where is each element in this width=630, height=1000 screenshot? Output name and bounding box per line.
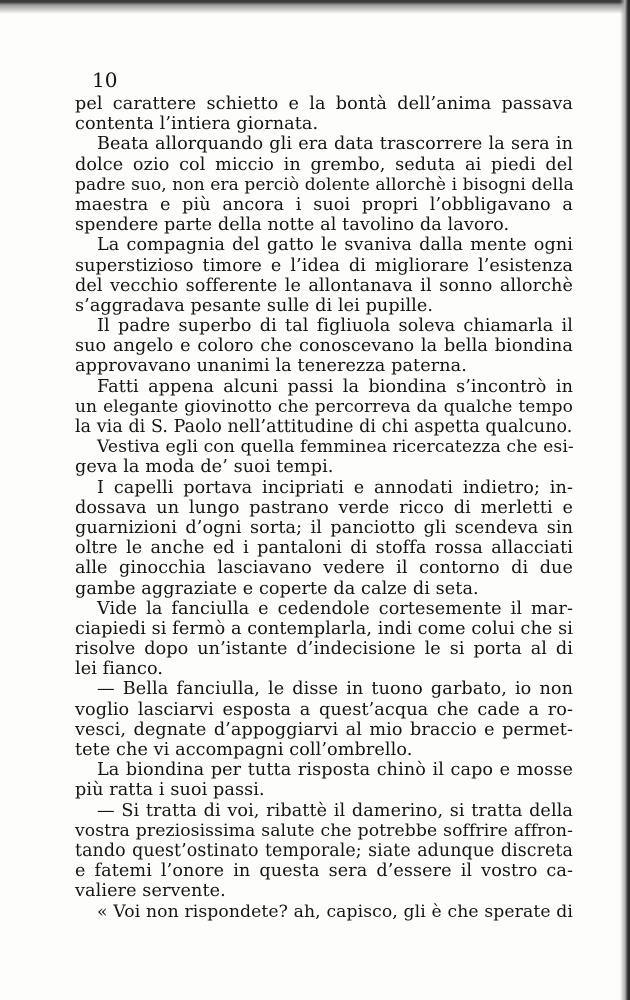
text-line: Vestiva egli con quella femminea ricercatezza che esi- bbox=[97, 437, 574, 458]
text-line: geva la moda de’ suoi tempi. bbox=[75, 457, 334, 478]
text-line: contenta l’intiera giornata. bbox=[75, 114, 319, 135]
text-line: ciapiedi si fermò a contemplarla, indi come colui che si bbox=[75, 618, 573, 639]
text-line: La biondina per tutta risposta chinò il capo e mosse bbox=[97, 760, 573, 781]
text-line: lei fianco. bbox=[75, 659, 164, 680]
text-line: oltre le anche ed i pantaloni di stoffa rossa allacciati bbox=[75, 538, 573, 559]
text-line: Beata allorquando gli era data trascorrere la sera in bbox=[97, 134, 573, 155]
text-line: Il padre superbo di tal figliuola soleva chiamarla il bbox=[97, 316, 573, 337]
text-line: maestra e più ancora i suoi propri l’obbligavano a bbox=[75, 194, 573, 215]
text-line: vostra preziosissima salute che potrebbe soffrire affron- bbox=[75, 820, 573, 841]
text-line: — Bella fanciulla, le disse in tuono garbato, io non bbox=[97, 679, 573, 700]
text-line: risolve dopo un’istante d’indecisione le si porta al di bbox=[75, 639, 573, 660]
text-line: approvavano unanimi la tenerezza paterna. bbox=[75, 356, 467, 377]
text-line: del vecchio sofferente le allontanava il sonno allorchè bbox=[75, 275, 573, 296]
text-line: Vide la fanciulla e cedendole cortesemente il mar- bbox=[97, 598, 573, 619]
text-line: dolce ozio col miccio in grembo, seduta ai piedi del bbox=[75, 154, 573, 175]
text-line: padre suo, non era perciò dolente allorchè i bisogni della bbox=[75, 174, 574, 195]
text-line: più ratta i suoi passi. bbox=[75, 780, 265, 801]
text-line: guarnizioni d’ogni sorta; il panciotto gli scendeva sin bbox=[75, 517, 573, 538]
text-line: Fatti appena alcuni passi la biondina s’incontrò in bbox=[97, 376, 573, 397]
text-line: suo angelo e coloro che conoscevano la bella biondina bbox=[75, 336, 573, 357]
text-line: « Voi non rispondete? ah, capisco, gli è che sperate di bbox=[97, 901, 573, 922]
text-line: vesci, degnate d’appoggiarvi al mio braccio e permet- bbox=[75, 719, 573, 740]
text-line: — Si tratta di voi, ribattè il damerino, si tratta della bbox=[97, 800, 573, 821]
page-number: 10 bbox=[92, 68, 118, 92]
text-line: pel carattere schietto e la bontà dell’anima passava bbox=[75, 94, 573, 114]
text-line: la via di S. Paolo nell’attitudine di chi aspetta qualcuno. bbox=[75, 417, 573, 437]
text-line: gambe aggraziate e coperte da calze di seta. bbox=[75, 578, 479, 599]
text-line: La compagnia del gatto le svaniva dalla mente ogni bbox=[97, 235, 573, 256]
text-line: superstizioso timore e l’idea di migliorare l’esistenza bbox=[75, 255, 573, 276]
page-top-edge bbox=[0, 0, 630, 14]
text-line: spendere parte della notte al tavolino da lavoro. bbox=[75, 215, 510, 236]
text-line: alle ginocchia lasciavano vedere il contorno di due bbox=[75, 558, 573, 579]
text-line: un elegante giovinotto che percorreva da qualche tempo bbox=[75, 396, 573, 417]
body-text bbox=[75, 94, 573, 922]
text-line: tando quest’ostinato temporale; siate adunque discreta bbox=[75, 840, 573, 861]
text-line: s’aggradava pesante sulle di lei pupille. bbox=[75, 295, 434, 316]
text-line: dossava un lungo pastrano verde ricco di merletti e bbox=[75, 497, 573, 518]
text-line: valiere servente. bbox=[75, 881, 226, 902]
text-line: voglio lasciarvi esposta a quest’acqua che cade a ro- bbox=[75, 699, 573, 720]
page-right-edge bbox=[620, 0, 630, 1000]
text-line: I capelli portava incipriati e annodati indietro; in- bbox=[97, 477, 573, 498]
text-line: tete che vi accompagni coll’ombrello. bbox=[75, 740, 413, 760]
text-line: e fatemi l’onore in questa sera d’essere il vostro ca- bbox=[75, 861, 573, 882]
